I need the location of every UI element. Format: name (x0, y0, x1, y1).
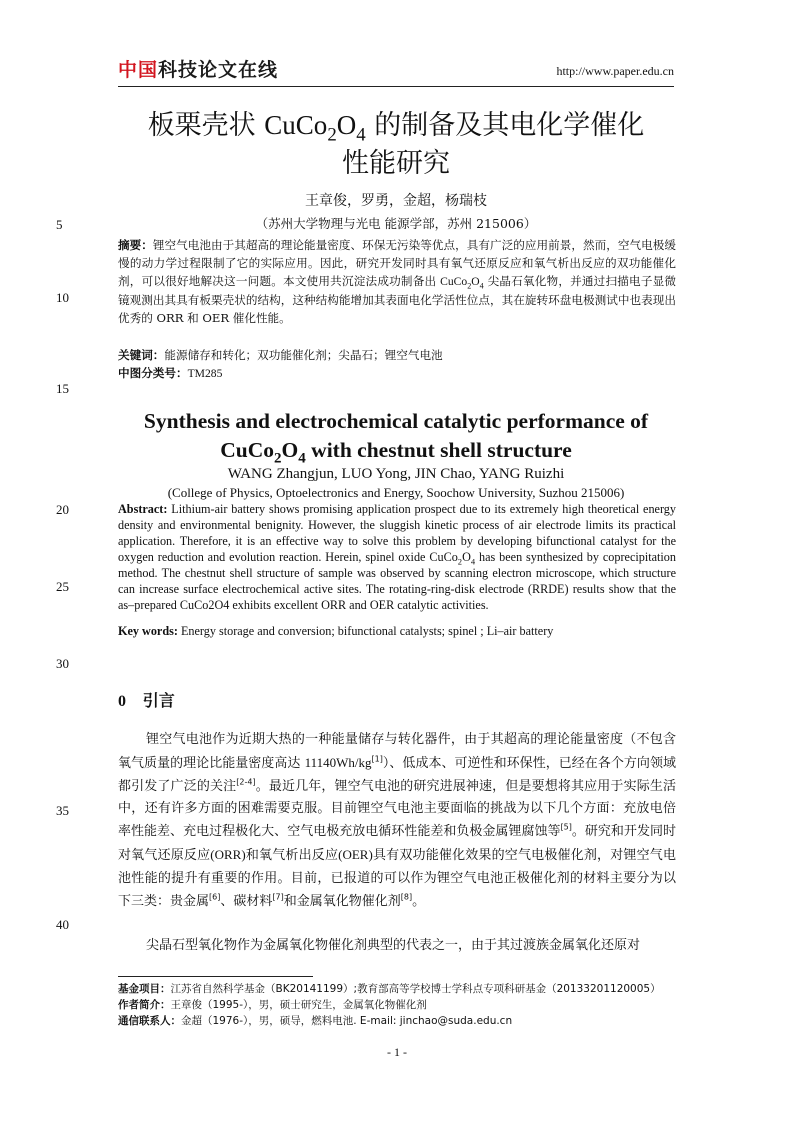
section-number: 0 (118, 693, 126, 710)
title-text-line2: 性能研究 (342, 148, 450, 179)
citation[interactable]: [8] (400, 892, 413, 902)
citation[interactable]: [5] (560, 822, 572, 832)
footnote-author: 作者简介：王章俊（1995-），男，硕士研究生，金属氧化物催化剂 (118, 999, 427, 1011)
english-affiliation: (College of Physics, Optoelectronics and Energy, Soochow University, Suzhou 215006) (167, 485, 625, 500)
keywords-label: 关键词： (118, 348, 165, 362)
abstract-label: 摘要： (118, 238, 153, 252)
section-heading (118, 690, 175, 713)
journal-logo (118, 58, 278, 82)
line-number: 5 (56, 217, 63, 232)
logo-red-part: 中国 (118, 59, 159, 81)
intro-paragraph: 锂空气电池作为近期大热的一种能量储存与转化器件，由于其超高的理论能量密度（不包含氧气质量的理论比能量密度高达 11140Wh/kg[1]）、低成本、可逆性和环保性，已经在各个方向领域都引发了广泛的关注[2-4]。最近几年，锂空气电池的研究进展神速，但是要想将其应用于实际生活中，还有许多方面的困难需要克服。目前锂空气电池主要面临的挑战为以下几个方面：充放电倍率性能差、充电过程极化大、空气电极充放电循环性能差和负极金属锂腐蚀等[5]。研究和开发同时对氧气还原反应(ORR)和氧气析出反应(OER)具有双功能催化效果的空气电极催化剂，对锂空气电池性能的提升有重要的作用。目前，已报道的可以作为锂空气电池正极催化剂的材料主要分为以下三类：贵金属[6]、碳材料[7]和金属氧化物催化剂[8]。 (118, 732, 676, 909)
citation[interactable]: [7] (272, 892, 284, 902)
english-abstract: Abstract: Lithium-air battery shows promising application prospect due to its extremely high theoretical energy density and environmental benignity. However, the sluggish kinetic process of air electrode limits its practical application. Therefore, it is an effective way to solve this problem by developing bifunctional catalyst for the oxygen reduction and evolution reaction. Herein, spinel oxide $CuCo_2O_4$ has been synthesized by coprecipitation method. The chestnut shell structure of sample was observed by scanning electron microscope, which structure can increase surface electrochemical active sites. The rotating-ring-disk electrode (RRDE) results show that the as–prepared CuCo2O4 exhibits excellent ORR and OER catalytic activities. (118, 502, 676, 612)
chinese-classification: 中图分类号：TM285 (118, 366, 223, 380)
line-number: 15 (56, 381, 69, 396)
chinese-affiliation: （苏州大学物理与光电 能源学部，苏州 215006） (255, 216, 537, 231)
english-title: Synthesis and electrochemical catalytic performance of $CuCo_2O_4$ with chestnut shell structure (143, 409, 649, 467)
citation[interactable]: [2-4] (236, 777, 256, 787)
page-number: - 1 - (387, 1045, 407, 1059)
citation[interactable]: [6] (209, 892, 221, 902)
chinese-keywords: 关键词：能源储存和转化；双功能催化剂；尖晶石；锂空气电池 (118, 348, 443, 362)
header-rule (118, 86, 674, 87)
title-text: 的制备及其电化学催化 (365, 110, 645, 141)
chinese-abstract: 摘要：锂空气电池由于其超高的理论能量密度、环保无污染等优点，具有广泛的应用前景，然而，空气电极缓慢的动力学过程限制了它的实际应用。因此，研究开发同时具有氧气还原反应和氧气析出反应的双功能催化剂，可以很好地解决这一问题。本文使用共沉淀法成功制备出 $CuCo_2O_4$ 尖晶石氧化物，并通过扫描电子显微镜观测出其具有板栗壳状的结构，这种结构能增加其表面电化学活性位点，其在旋转环盘电极测试中也表现出优秀的 ORR 和 OER 催化性能。 (118, 238, 677, 325)
english-authors: WANG Zhangjun, LUO Yong, JIN Chao, YANG Ruizhi (227, 466, 565, 482)
intro-paragraph-2: 尖晶石型氧化物作为金属氧化物催化剂典型的代表之一，由于其过渡族金属氧化还原对 (146, 938, 641, 953)
footnote-rule (118, 976, 313, 977)
line-number: 35 (56, 803, 69, 818)
abstract-label: Abstract: (118, 502, 168, 516)
logo-text: 科技论文在线 (158, 59, 279, 81)
footnote-contact: 通信联系人：金超（1976-），男，硕导，燃料电池. E-mail: jinchao@suda.edu.cn (118, 1015, 513, 1027)
keywords-label: Key words: (118, 624, 178, 638)
classification-label: 中图分类号： (118, 366, 188, 380)
english-keywords: Key words: Energy storage and conversion; bifunctional catalysts; spinel ; Li–air battery (118, 624, 554, 638)
title-text: 板栗壳状 (147, 110, 265, 141)
line-number: 30 (56, 656, 69, 671)
title-formula: $CuCo_2O_4$ (264, 110, 366, 146)
line-number: 10 (56, 290, 69, 305)
line-number: 20 (56, 502, 69, 517)
header-url[interactable]: http://www.paper.edu.cn (556, 64, 674, 78)
citation[interactable]: [1] (371, 754, 383, 764)
footnote-funding: 基金项目：江苏省自然科学基金（BK20141199）;教育部高等学校博士学科点专项科研基金（20133201120005） (118, 983, 661, 995)
line-number: 25 (56, 579, 69, 594)
section-title: 引言 (142, 691, 175, 710)
chinese-title (118, 106, 674, 183)
line-number: 40 (56, 917, 69, 932)
chinese-authors: 王章俊，罗勇，金超，杨瑞枝 (305, 193, 487, 209)
